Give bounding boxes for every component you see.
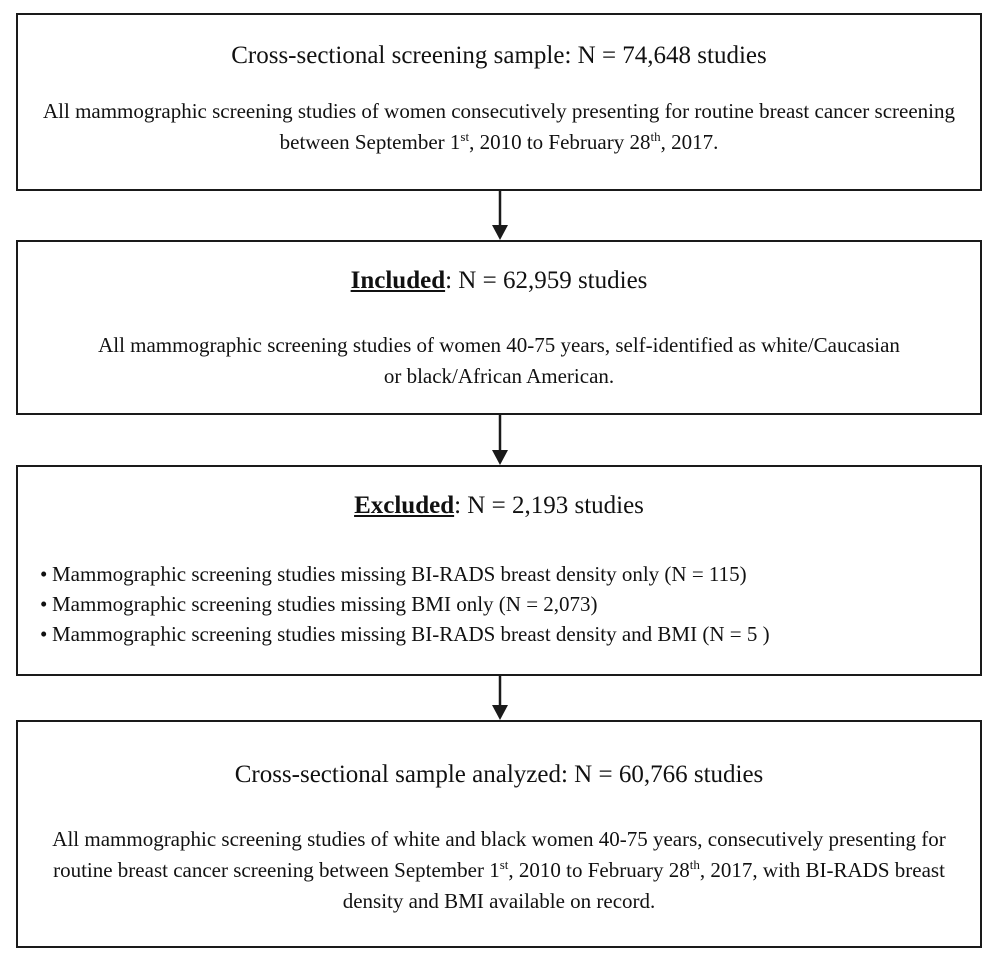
excluded-count: : N = 2,193 studies [454,492,644,519]
included-title [18,266,980,296]
screening-sample-desc-sup-th: th [650,129,661,144]
flow-arrow-1 [490,191,510,240]
analyzed-desc-sup-st: st [499,857,509,872]
analyzed-desc-part-c: , 2017, with BI-RADS breast density and BMI available on record. [342,858,945,913]
exclusion-item: • Mammographic screening studies missing BI-RADS breast density and BMI (N = 5 ) [40,619,980,649]
excluded-title [18,491,980,521]
analyzed-sample-box [16,720,982,948]
exclusion-item: • Mammographic screening studies missing BMI only (N = 2,073) [40,589,980,619]
analyzed-desc-part-b: , 2010 to February 28 [508,858,690,882]
included-count: : N = 62,959 studies [445,267,648,294]
exclusion-list [18,559,980,649]
excluded-label: Excluded [354,492,455,519]
excluded-box [16,465,982,676]
analyzed-desc-part-a: All mammographic screening studies of white and black women 40-75 years, consecutively presenting for routine breast cancer screening between September 1 [52,827,946,882]
exclusion-item: • Mammographic screening studies missing BI-RADS breast density only (N = 115) [40,559,980,589]
screening-sample-desc-part-a: All mammographic screening studies of women consecutively presenting for routine breast cancer screening between September 1 [42,99,956,154]
screening-sample-desc-part-c: , 2017. [660,130,719,154]
screening-sample-title: Cross-sectional screening sample: N = 74,648 studies [231,42,767,69]
analyzed-sample-title: Cross-sectional sample analyzed: N = 60,766 studies [234,761,764,788]
flow-arrow-2 [490,415,510,465]
screening-sample-box [16,13,982,191]
included-description: All mammographic screening studies of women 40-75 years, self-identified as white/Caucasian or black/African American. [98,333,900,388]
screening-sample-desc-sup-st: st [460,129,470,144]
analyzed-desc-sup-th: th [689,857,700,872]
analyzed-sample-description [18,824,980,917]
included-label: Included [350,267,446,294]
flow-arrow-3 [490,676,510,720]
included-box [16,240,982,415]
screening-sample-desc-part-b: , 2010 to February 28 [469,130,651,154]
screening-sample-description [18,96,980,158]
